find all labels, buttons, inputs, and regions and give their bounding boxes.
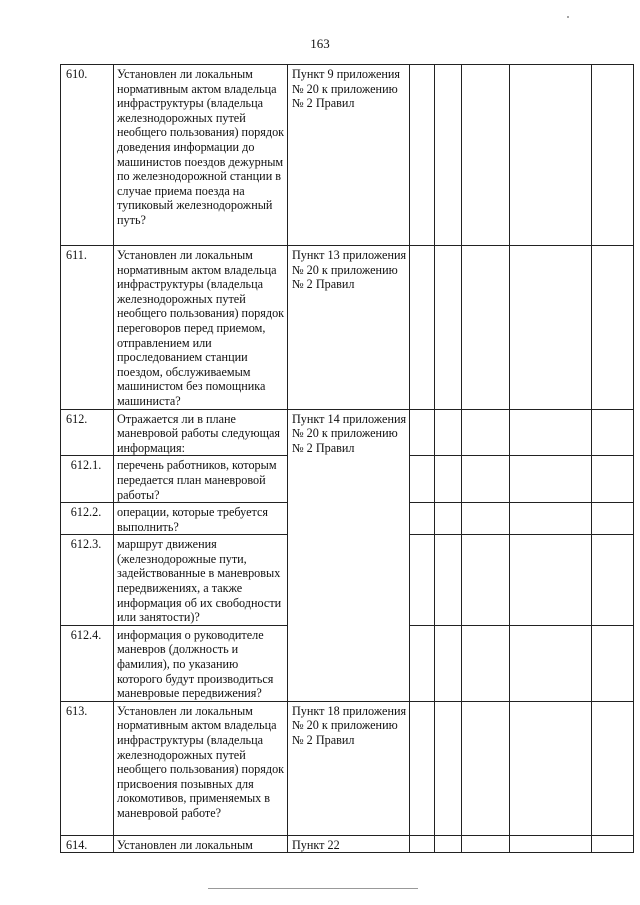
row-number: 614.: [61, 835, 114, 853]
answer-cell-yes: [410, 701, 435, 835]
answer-cell-no: [435, 456, 462, 503]
question-cell: информация о руководителе маневров (должность и фамилия), по указанию которого будут производиться маневровые передвижения?: [114, 625, 288, 701]
scan-speck: [567, 16, 569, 18]
table-row: [61, 65, 634, 246]
comment-cell: [510, 246, 592, 410]
row-number: 610.: [61, 65, 114, 246]
row-number: 612.3.: [61, 535, 114, 626]
reference-cell: Пункт 18 приложения № 20 к приложению № 2 Правил: [288, 701, 410, 835]
row-number: 612.4.: [61, 625, 114, 701]
reference-cell: Пункт 13 приложения № 20 к приложению № 2 Правил: [288, 246, 410, 410]
answer-cell-na: [462, 503, 510, 535]
answer-cell-no: [435, 835, 462, 853]
answer-cell-yes: [410, 409, 435, 456]
answer-cell-no: [435, 701, 462, 835]
question-cell: Установлен ли локальным: [114, 835, 288, 853]
table-row: [61, 835, 634, 853]
comment-cell: [510, 456, 592, 503]
answer-cell-yes: [410, 65, 435, 246]
answer-cell-na: [462, 456, 510, 503]
answer-cell-yes: [410, 503, 435, 535]
answer-cell-na: [462, 535, 510, 626]
extra-cell: [592, 835, 634, 853]
answer-cell-yes: [410, 246, 435, 410]
comment-cell: [510, 625, 592, 701]
question-cell: Установлен ли локальным нормативным актом владельца инфраструктуры (владельца железнодорожных путей необщего пользования) порядок доведения информации до машинистов поездов дежурным по железнодорожной станции в случае приема поезда на тупиковый железнодорожный путь?: [114, 65, 288, 246]
table-row: [61, 246, 634, 410]
row-number: 611.: [61, 246, 114, 410]
answer-cell-yes: [410, 835, 435, 853]
extra-cell: [592, 503, 634, 535]
answer-cell-na: [462, 409, 510, 456]
table-row: [61, 701, 634, 835]
answer-cell-na: [462, 835, 510, 853]
checklist-table: [60, 64, 634, 853]
comment-cell: [510, 409, 592, 456]
answer-cell-no: [435, 409, 462, 456]
page-number: 163: [310, 36, 330, 51]
answer-cell-no: [435, 65, 462, 246]
question-cell: маршрут движения (железнодорожные пути, задействованные в маневровых передвижениях, а также информация об их свободности или занятости)?: [114, 535, 288, 626]
question-cell: операции, которые требуется выполнить?: [114, 503, 288, 535]
reference-cell: Пункт 14 приложения № 20 к приложению № 2 Правил: [288, 409, 410, 701]
question-cell: Установлен ли локальным нормативным актом владельца инфраструктуры (владельца железнодорожных путей необщего пользования) порядок присвоения позывных для локомотивов, применяемых в маневровой работе?: [114, 701, 288, 835]
extra-cell: [592, 535, 634, 626]
answer-cell-yes: [410, 456, 435, 503]
extra-cell: [592, 246, 634, 410]
answer-cell-no: [435, 535, 462, 626]
answer-cell-na: [462, 65, 510, 246]
comment-cell: [510, 835, 592, 853]
answer-cell-no: [435, 503, 462, 535]
answer-cell-na: [462, 246, 510, 410]
answer-cell-no: [435, 246, 462, 410]
row-number: 612.1.: [61, 456, 114, 503]
row-number: 612.2.: [61, 503, 114, 535]
row-number: 613.: [61, 701, 114, 835]
answer-cell-yes: [410, 535, 435, 626]
extra-cell: [592, 409, 634, 456]
extra-cell: [592, 625, 634, 701]
question-cell: перечень работников, которым передается план маневровой работы?: [114, 456, 288, 503]
reference-cell: Пункт 22: [288, 835, 410, 853]
reference-cell: Пункт 9 приложения № 20 к приложению № 2 Правил: [288, 65, 410, 246]
question-cell: Отражается ли в плане маневровой работы следующая информация:: [114, 409, 288, 456]
answer-cell-yes: [410, 625, 435, 701]
extra-cell: [592, 65, 634, 246]
comment-cell: [510, 701, 592, 835]
scan-edge-line: [208, 888, 418, 889]
comment-cell: [510, 503, 592, 535]
comment-cell: [510, 535, 592, 626]
extra-cell: [592, 456, 634, 503]
table-row: [61, 409, 634, 456]
row-number: 612.: [61, 409, 114, 456]
answer-cell-no: [435, 625, 462, 701]
extra-cell: [592, 701, 634, 835]
comment-cell: [510, 65, 592, 246]
answer-cell-na: [462, 701, 510, 835]
answer-cell-na: [462, 625, 510, 701]
question-cell: Установлен ли локальным нормативным актом владельца инфраструктуры (владельца железнодорожных путей необщего пользования) порядок переговоров перед приемом, отправлением или проследованием станции поездом, обслуживаемым машинистом без помощника машиниста?: [114, 246, 288, 410]
